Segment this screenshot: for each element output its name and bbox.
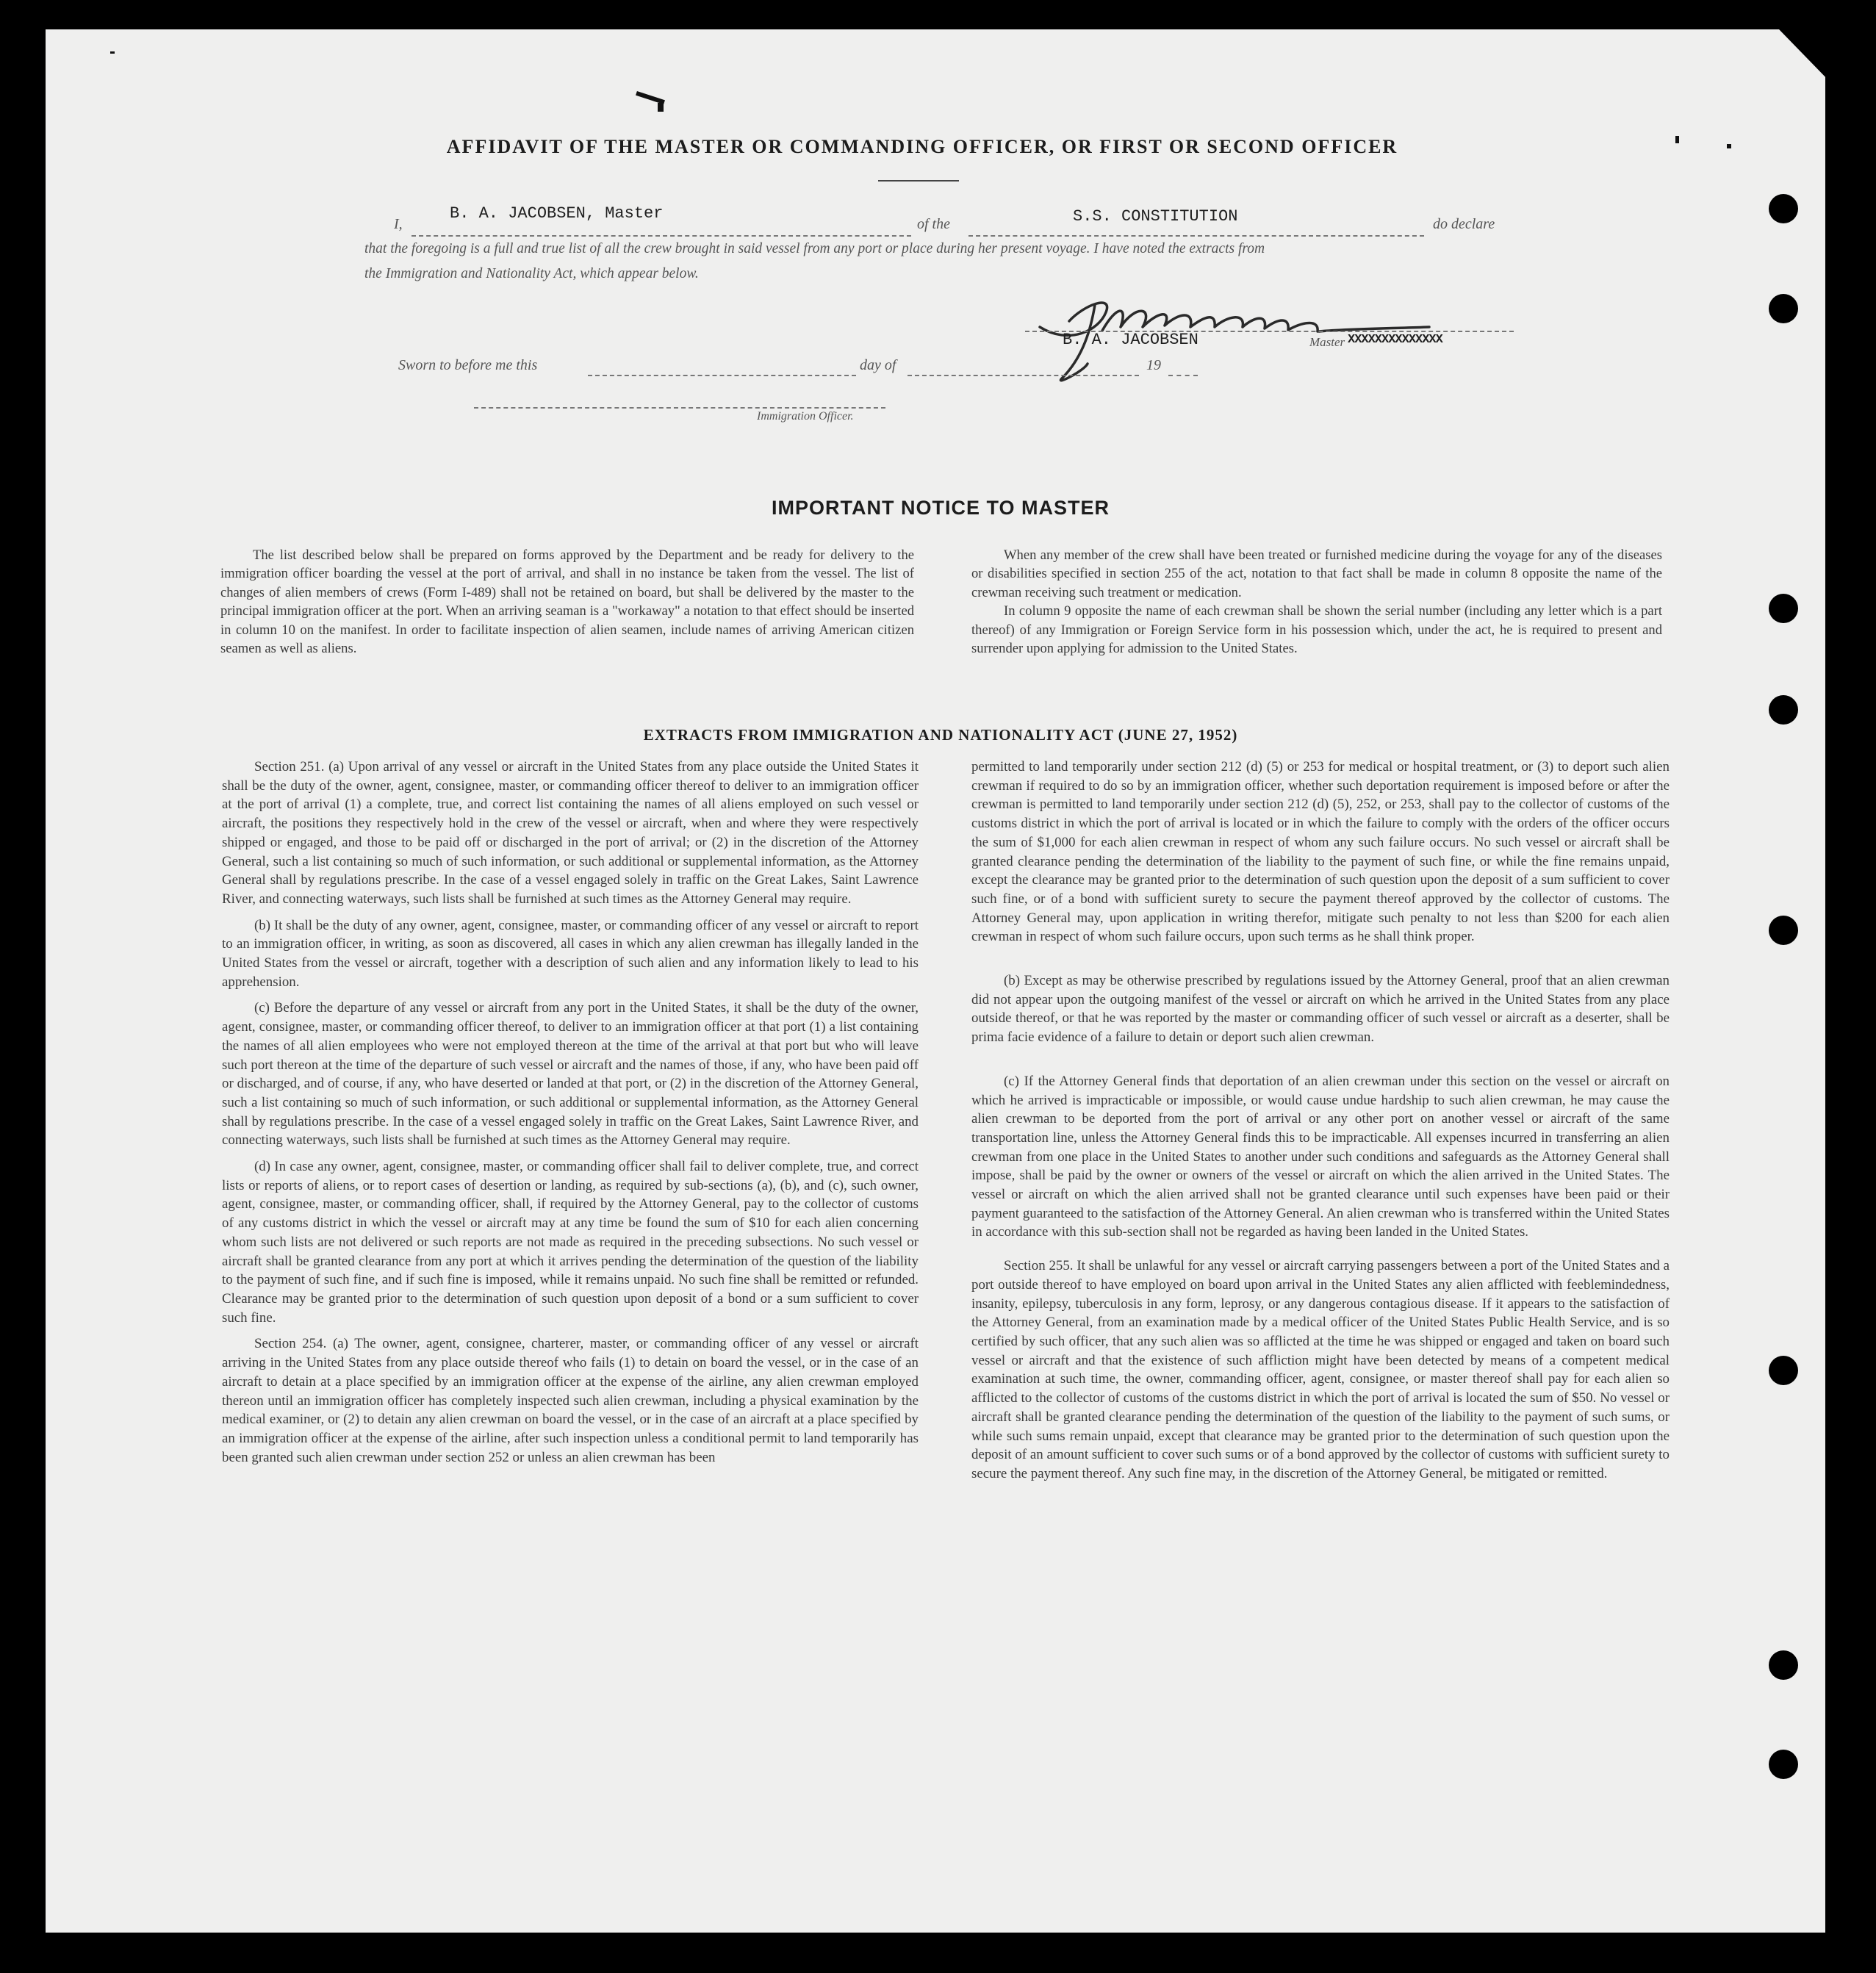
- act-section-251d: (d) In case any owner, agent, consignee, master, or commanding officer shall fail to deliver complete, true, and correct lists or reports of aliens, or to report cases of desertion or landing, as required by sub-sections (a), (b), and (c), such owner, agent, consignee, master, or commanding officer, shall, if required by the Attorney General, pay to the collector of customs of any customs district in which the vessel or aircraft may at any time be found the sum of $10 for each alien concerning whom such lists are not delivered or such reports are not made as required in the preceding subsections. No such vessel or aircraft shall be granted clearance from any port at which it arrives pending the determination of the question of the liability to the payment of such fine, and if such fine is imposed, while it remains unpaid. No such fine shall be remitted or refunded. Clearance may be granted prior to the determination of such question upon deposit of a bond or a sum sufficient to cover such fine.: [222, 1159, 919, 1326]
- immigration-officer-label: Immigration Officer.: [757, 410, 854, 423]
- binding-hole: [1769, 1750, 1798, 1779]
- notice-left-column: [220, 546, 914, 658]
- scan-mark: [1675, 136, 1679, 143]
- binding-hole: [1769, 1650, 1798, 1680]
- do-declare-label: do declare: [1433, 216, 1495, 232]
- act-section-251b: (b) It shall be the duty of any owner, agent, consignee, master, or commanding officer of any vessel or aircraft to report to an immigration officer, in writing, as soon as discovered, all cases in which any alien crewman has illegally landed in the United States from the vessel or aircraft, together with a description of such alien and any information likely to lead to his apprehension.: [222, 917, 919, 990]
- sworn-label: Sworn to before me this: [398, 357, 538, 373]
- title-divider: [878, 180, 959, 182]
- act-section-251c: (c) Before the departure of any vessel or aircraft from any port in the United States, it shall be the duty of the owner, agent, consignee, master, or commanding officer thereof, to deliver to an immigration officer at that port (1) a list containing the names of all alien employees who were not employed thereon at the time of the arrival at that port but who will leave such port thereon at the time of the departure of such vessel or aircraft and the names of those, if any, who have been paid off or discharged, and of course, if any, who have deserted or landed at that port, or (2) in the discretion of the Attorney General, such a list containing so much of such information, or such additional or supplemental information, as the Attorney General shall by regulations prescribe. In the case of a vessel engaged solely in traffic on the Great Lakes, Saint Lawrence River, and connecting waterways, such lists shall be furnished at such times as the Attorney General may require.: [222, 1000, 919, 1149]
- day-of-label: day of: [860, 357, 896, 373]
- extracts-left-column: [222, 758, 919, 1467]
- binding-hole: [1769, 695, 1798, 725]
- scan-mark: [1727, 144, 1731, 148]
- declaration-text: that the foregoing is a full and true list of all the crew brought in said vessel from any port or place during her present voyage. I have noted the extracts from: [364, 241, 1265, 256]
- declaration-prefix: I,: [394, 216, 403, 232]
- struck-out-titles: XXXXXXXXXXXXXX: [1348, 333, 1442, 347]
- act-section-254c: (c) If the Attorney General finds that deportation of an alien crewman under this section on the vessel or aircraft on which he arrived is impracticable or impossible, or would cause undue hardship to such alien crewman, he may cause the alien crewman to be deported from the port of arrival or any other port on another vessel or aircraft of the same transportation line, unless the Attorney General finds this to be impracticable. All expenses incurred in transferring an alien crewman from one place in the United States to another under such conditions and safeguards as the Attorney General shall impose, shall be paid by the owner or owners of the vessel or aircraft on which the alien arrived in the United States. The vessel or aircraft on which the alien arrived shall not be granted clearance until such expenses have been paid or their payment guaranteed to the satisfaction of the Attorney General. An alien crewman who is transferred within the United States in accordance with this sub-section shall not be regarded as having been landed in the United States.: [971, 1073, 1670, 1240]
- master-name-typed: B. A. JACOBSEN, Master: [450, 204, 664, 223]
- year-label: 19: [1146, 357, 1161, 373]
- act-section-254b: (b) Except as may be otherwise prescribed by regulations issued by the Attorney General, proof that an alien crewman did not appear upon the outgoing manifest of the vessel or aircraft on which he arrived in the United States from any place outside thereof, or that he was reported by the master or commanding officer of such vessel or aircraft as a deserter, shall be prima facie evidence of a failure to detain or deport such alien crewman.: [971, 973, 1670, 1046]
- of-the-label: of the: [917, 216, 950, 232]
- binding-hole: [1769, 294, 1798, 323]
- binding-hole: [1769, 1356, 1798, 1385]
- extracts-title: EXTRACTS FROM IMMIGRATION AND NATIONALITY ACT (JUNE 27, 1952): [643, 726, 1238, 744]
- notice-paragraph: In column 9 opposite the name of each crewman shall be shown the serial number (including any letter which is a part thereof) of any Immigration or Foreign Service form in his possession which, under the act, he is required to present and surrender upon applying for admission to the United States.: [971, 603, 1662, 657]
- vessel-name-typed: S.S. CONSTITUTION: [1073, 207, 1238, 226]
- act-section-251a: Section 251. (a) Upon arrival of any vessel or aircraft in the United States from any place outside the United States it shall be the duty of the owner, agent, consignee, master, or commanding officer thereof to deliver to an immigration officer at the port of arrival (1) a complete, true, and correct list containing the names of all aliens employed on such vessel or aircraft, the positions they respectively hold in the crew of the vessel or aircraft, when and where they were respectively shipped or engaged, and those to be paid off or discharged in the port of arrival; or (2) in the discretion of the Attorney General, such a list containing so much of such information, or such additional or supplemental information, as the Attorney General shall by regulations prescribe. In the case of a vessel engaged solely in traffic on the Great Lakes, Saint Lawrence River, and connecting waterways, such lists shall be furnished at such times as the Attorney General may require.: [222, 759, 919, 907]
- declaration-text-end: the Immigration and Nationality Act, which appear below.: [364, 266, 699, 281]
- binding-hole: [1769, 194, 1798, 223]
- year-blank: [1168, 360, 1198, 376]
- signer-name-typed: B. A. JACOBSEN: [1063, 331, 1198, 349]
- binding-hole: [1769, 594, 1798, 623]
- extracts-right-column: [971, 758, 1670, 1484]
- scan-mark: [658, 103, 664, 112]
- binding-hole: [1769, 916, 1798, 945]
- notice-title: IMPORTANT NOTICE TO MASTER: [772, 497, 1110, 519]
- immigration-officer-line: [474, 394, 885, 409]
- notice-paragraph: The list described below shall be prepared on forms approved by the Department and be ready for delivery to the immigration officer boarding the vessel at the port of arrival, and shall in no instance be taken from the vessel. The list of changes of alien members of crews (Form I-489) shall not be retained on board, but shall be delivered by the master to the principal immigration officer at the port. When an arriving seaman is a "workaway" a notation to that effect should be inserted in column 10 on the manifest. In order to facilitate inspection of alien seamen, include names of arriving American citizen seamen as well as aliens.: [220, 547, 914, 657]
- act-section-254a-continued: permitted to land temporarily under section 212 (d) (5) or 253 for medical or hospital treatment, or (3) to deport such alien crewman if required to do so by an immigration officer, whether such deportation requirement is imposed before or after the crewman is permitted to land temporarily under section 212 (d) (5), 252, or 253, shall pay to the collector of customs of the customs district in which the port of arrival is located or in which the failure to comply with the orders of the officer occurs the sum of $1,000 for each alien crewman in respect of whom any such failure occurs. No such vessel or aircraft shall be granted clearance pending the determination of the liability to the payment of such fine, or while the fine remains unpaid, except the clearance may be granted prior to the determination of such question upon the deposit of a sum sufficient to cover such fine, or of a bond with sufficient surety to secure the payment thereof approved by the collector of customs. The Attorney General may, upon application in writing therefor, mitigate such penalty to not less than $200 for each alien crewman in respect of whom such failure occurs, upon such terms as he shall think proper.: [971, 759, 1670, 945]
- master-label: Master: [1309, 335, 1345, 349]
- affidavit-title: AFFIDAVIT OF THE MASTER OR COMMANDING OFFICER, OR FIRST OR SECOND OFFICER: [446, 136, 1398, 157]
- scan-mark: [110, 51, 115, 54]
- act-section-254a: Section 254. (a) The owner, agent, consignee, charterer, master, or commanding officer of any vessel or aircraft arriving in the United States from any place outside thereof who fails (1) to detain on board the vessel, or in the case of an aircraft to detain at a place specified by an immigration officer at the expense of the airline, any alien crewman employed thereon until an immigration officer has completely inspected such alien crewman, including a physical examination by the medical examiner, or (2) to detain any alien crewman on board the vessel, or in the case of an aircraft at a place specified by an immigration officer at the expense of the airline, after such inspection unless a conditional permit to land temporarily has been granted such alien crewman under section 252 or unless an alien crewman has been: [222, 1336, 919, 1465]
- notice-paragraph: When any member of the crew shall have been treated or furnished medicine during the voyage for any of the diseases or disabilities specified in section 255 of the act, notation to that fact shall be made in column 8 opposite the name of the crewman receiving such treatment or medication.: [971, 547, 1662, 600]
- act-section-255: Section 255. It shall be unlawful for any vessel or aircraft carrying passengers between a port of the United States and a port outside thereof to have employed on board upon arrival in the United States any alien afflicted with feeblemindedness, insanity, epilepsy, tuberculosis in any form, leprosy, or any dangerous contagious disease. If it appears to the satisfaction of the Attorney General, from an examination made by a medical officer of the United States Public Health Service, and is so certified by such officer, that any such alien was so afflicted at the time he was shipped or engaged and taken on board such vessel or aircraft and that the existence of such affliction might have been detected by means of a competent medical examination at such time, the owner, commanding officer, agent, consignee, or master thereof shall pay for each alien so afflicted to the collector of customs of the customs district in which the port of arrival is located the sum of $50. No vessel or aircraft shall be granted clearance pending the determination of the question of the liability to the payment of such sums, or while such sums remain unpaid, except that clearance may be granted prior to the determination of such question upon the deposit of an amount sufficient to cover such sums or of a bond approved by the collector of customs with sufficient surety to secure the payment thereof. Any such fine may, in the discretion of the Attorney General, be mitigated or remitted.: [971, 1258, 1670, 1481]
- sworn-day-blank: [588, 360, 856, 376]
- notice-right-column: [971, 546, 1662, 658]
- sworn-month-blank: [908, 360, 1139, 376]
